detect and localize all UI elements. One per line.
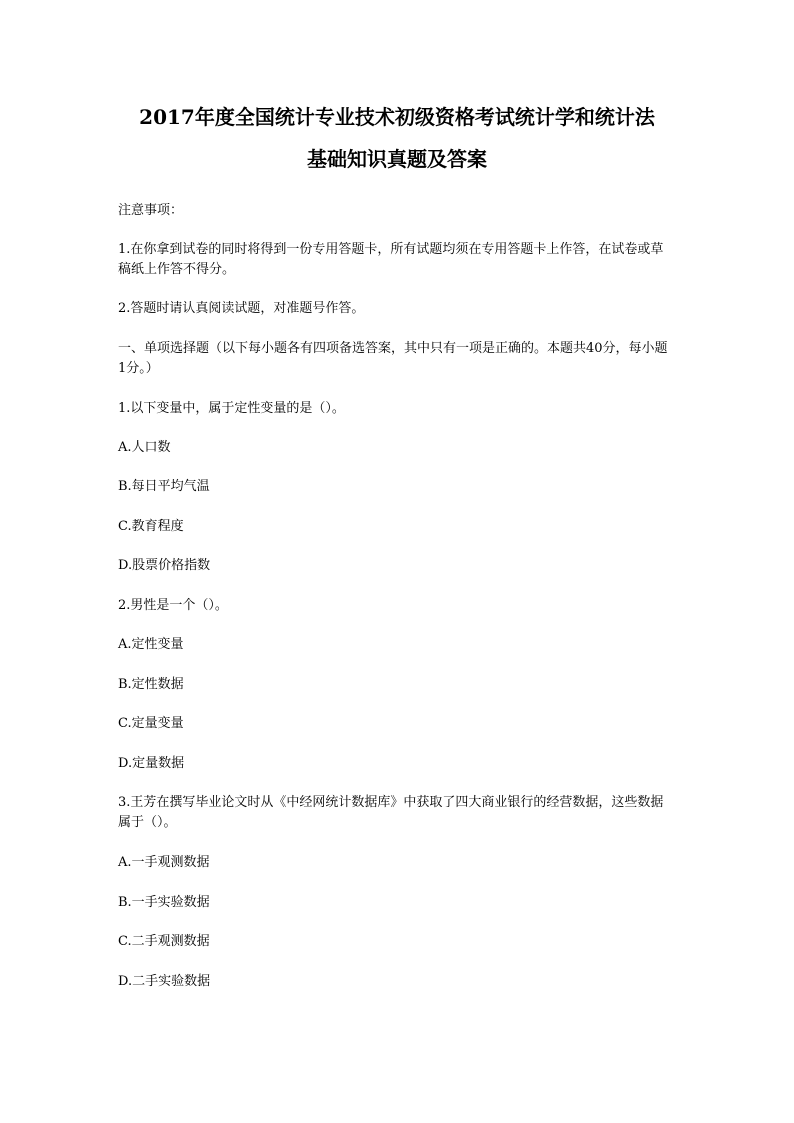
question-3-option-b: B.一手实验数据 bbox=[118, 895, 210, 910]
document-title-line-2: 基础知识真题及答案 bbox=[307, 147, 487, 171]
document-title-line-1: 2017年度全国统计专业技术初级资格考试统计学和统计法 bbox=[139, 105, 655, 129]
question-3: 3.王芳在撰写毕业论文时从《中经网统计数据库》中获取了四大商业银行的经营数据，这些数据属于（）。 bbox=[118, 795, 664, 830]
section-heading: 一、单项选择题（以下每小题各有四项备选答案，其中只有一项是正确的。本题共40分，每小题1分。） bbox=[118, 341, 668, 376]
question-1: 1.以下变量中，属于定性变量的是（）。 bbox=[118, 401, 345, 416]
question-2-option-c: C.定量变量 bbox=[118, 716, 184, 731]
question-2: 2.男性是一个（）。 bbox=[118, 598, 228, 613]
question-2-option-d: D.定量数据 bbox=[118, 756, 185, 771]
question-1-option-b: B.每日平均气温 bbox=[118, 479, 210, 494]
question-2-option-a: A.定性变量 bbox=[118, 637, 184, 652]
notice-heading: 注意事项： bbox=[118, 203, 184, 218]
notice-item-2: 2.答题时请认真阅读试题，对准题号作答。 bbox=[118, 301, 365, 316]
question-3-option-a: A.一手观测数据 bbox=[118, 855, 210, 870]
question-2-option-b: B.定性数据 bbox=[118, 677, 184, 692]
question-1-option-c: C.教育程度 bbox=[118, 519, 184, 534]
notice-item-1: 1.在你拿到试卷的同时将得到一份专用答题卡，所有试题均须在专用答题卡上作答，在试卷或草稿纸上作答不得分。 bbox=[118, 242, 664, 277]
question-3-option-c: C.二手观测数据 bbox=[118, 934, 210, 949]
question-1-option-d: D.股票价格指数 bbox=[118, 558, 211, 573]
question-1-option-a: A.人口数 bbox=[118, 440, 171, 455]
question-3-option-d: D.二手实验数据 bbox=[118, 974, 211, 989]
